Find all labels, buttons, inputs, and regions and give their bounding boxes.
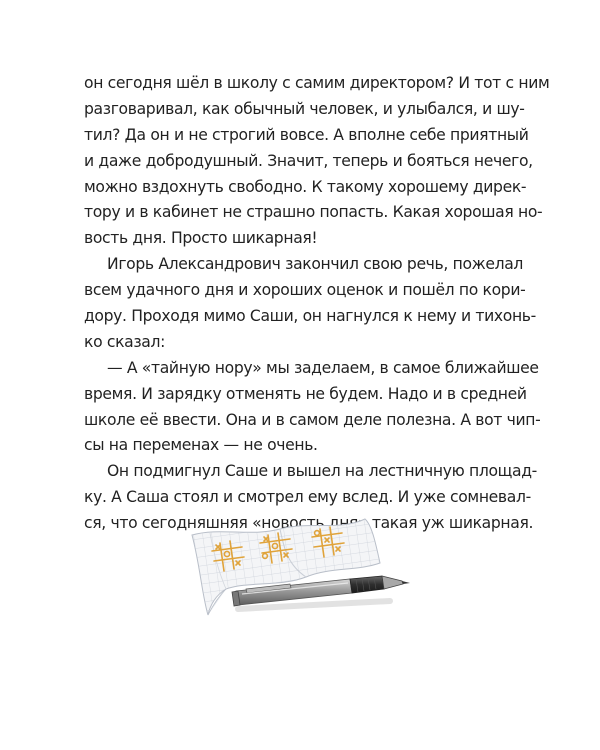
text-line: ко сказал: [84, 332, 166, 351]
paper-and-pen-illustration [180, 505, 420, 635]
text-line: всем удачного дня и хороших оценок и пошёл по кори- [84, 281, 526, 300]
text-line: дору. Проходя мимо Саши, он нагнулся к нему и тихонь- [84, 307, 536, 326]
text-line: тору и в кабинет не страшно попасть. Какая хорошая но- [84, 203, 543, 222]
text-line: он сегодня шёл в школу с самим директором? И тот с ним [84, 74, 550, 92]
text-line: Он подмигнул Саше и вышел на лестничную площад- [107, 462, 537, 481]
text-line: Игорь Александрович закончил свою речь, пожелал [107, 255, 524, 274]
text-line: ся, что сегодняшняя «новость дня» такая уж шикарная. [84, 514, 534, 533]
text-line: вость дня. Просто шикарная! [84, 229, 318, 248]
text-line: — А «тайную нору» мы заделаем, в самое ближайшее [107, 358, 539, 377]
text-line: разговаривал, как обычный человек, и улыбался, и шу- [84, 99, 525, 118]
text-line: тил? Да он и не строгий вовсе. А вполне себе приятный [84, 125, 529, 144]
text-line: ку. А Саша стоял и смотрел ему вслед. И уже сомневал- [84, 488, 531, 507]
text-line: сы на переменах — не очень. [84, 436, 318, 455]
text-line: можно вздохнуть свободно. К такому хорошему дирек- [84, 177, 527, 196]
text-line: и даже добродушный. Значит, теперь и бояться нечего, [84, 151, 533, 170]
story-text [84, 71, 550, 537]
text-line: время. И зарядку отменять не будем. Надо и в средней [84, 384, 527, 403]
text-line: школе её ввести. Она и в самом деле полезна. А вот чип- [84, 410, 541, 429]
